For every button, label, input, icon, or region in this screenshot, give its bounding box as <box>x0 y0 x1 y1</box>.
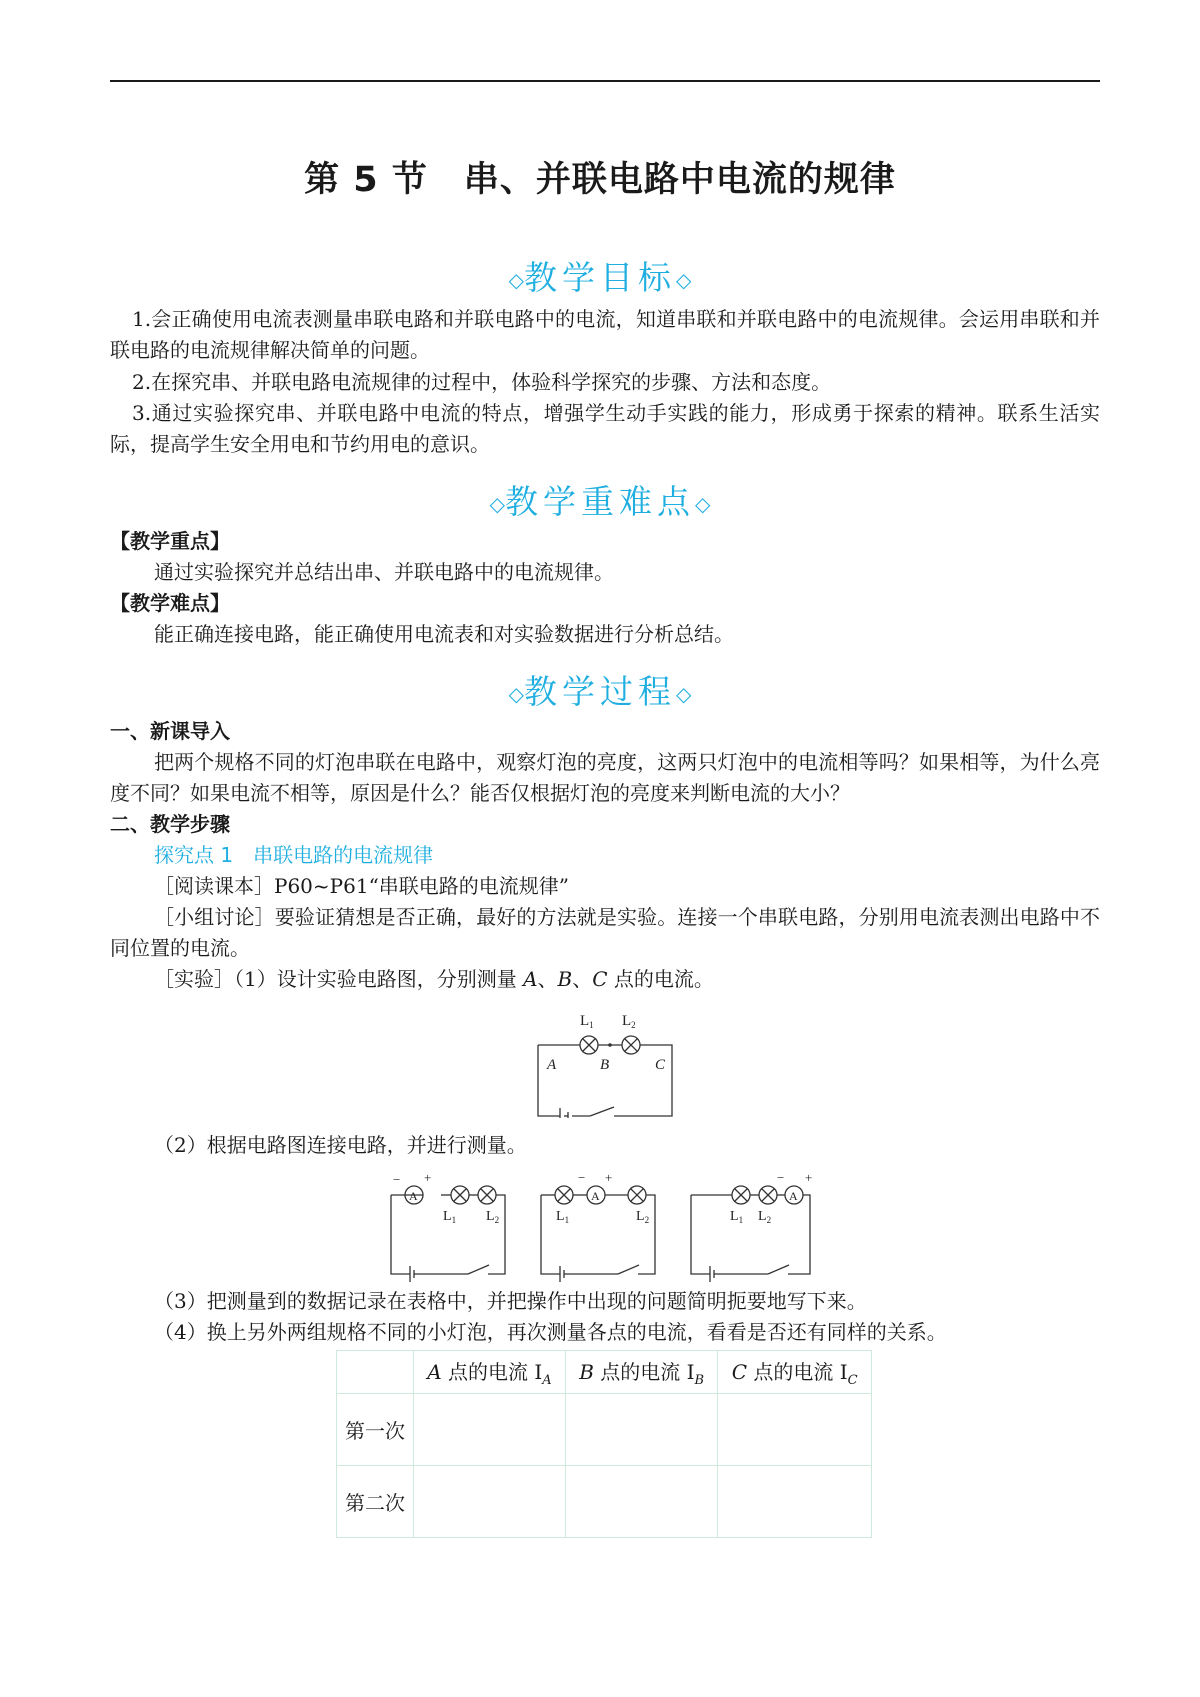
header-point-b: B 点的电流 $I_B$ <box>565 1351 717 1394</box>
keypoint-label: 【教学重点】 <box>110 529 230 553</box>
diamond-icon: ◇ <box>676 682 692 706</box>
table-cell[interactable] <box>565 1394 717 1466</box>
experiment-line <box>154 964 1144 995</box>
exp-step2: （2）根据电路图连接电路，并进行测量。 <box>154 1133 527 1157</box>
l1-label: $L_1$ <box>580 1013 594 1030</box>
svg-text:L2: $L_2$ <box>486 1209 500 1225</box>
circuit-ammeter-at-a <box>388 1170 508 1282</box>
row-label-first: 第一次 <box>337 1394 414 1466</box>
svg-text:L1: $L_1$ <box>730 1209 744 1225</box>
point-a-label: A <box>523 967 538 991</box>
diamond-icon: ◇ <box>489 492 505 516</box>
diamond-icon: ◇ <box>508 268 524 292</box>
reading-line <box>154 871 1144 902</box>
exp-step1-text: （1）设计实验电路图，分别测量 <box>234 967 524 991</box>
header-point-a: A 点的电流 $I_A$ <box>414 1351 566 1394</box>
table-cell[interactable] <box>718 1394 872 1466</box>
svg-text:+: + <box>424 1170 432 1185</box>
section-heading-process <box>0 666 1200 713</box>
svg-text:−: − <box>777 1170 785 1185</box>
reading-text: P60~P61“串联电路的电流规律” <box>274 874 570 898</box>
intro-heading: 一、新课导入 <box>110 719 230 743</box>
table-cell[interactable] <box>718 1466 872 1538</box>
difficulty-label: 【教学难点】 <box>110 591 230 615</box>
table-cell[interactable] <box>414 1466 566 1538</box>
svg-text:−: − <box>578 1170 586 1185</box>
section-heading-objectives <box>0 252 1200 299</box>
table-header-row <box>337 1351 872 1394</box>
steps-heading: 二、教学步骤 <box>110 812 230 836</box>
diamond-icon: ◇ <box>695 492 711 516</box>
table-row <box>337 1466 872 1538</box>
table-cell[interactable] <box>414 1394 566 1466</box>
point-b: B <box>600 1057 610 1073</box>
diamond-icon: ◇ <box>676 268 692 292</box>
discussion-paragraph <box>110 902 1100 964</box>
objective-2: 2.在探究串、并联电路电流规律的过程中，体验科学探究的步骤、方法和态度。 <box>132 370 832 394</box>
experiment-tag: ［实验］ <box>154 967 234 991</box>
section-heading-keypoints <box>0 476 1200 523</box>
section-heading-text: 教学目标 <box>524 258 676 297</box>
svg-text:+: + <box>805 1170 813 1185</box>
exp-step4: （4）换上另外两组规格不同的小灯泡，再次测量各点的电流，看看是否还有同样的关系。 <box>154 1320 947 1344</box>
l2-label: $L_2$ <box>622 1013 636 1030</box>
header-point-c: C 点的电流 $I_C$ <box>718 1351 872 1394</box>
difficulty-text: 能正确连接电路，能正确使用电流表和对实验数据进行分析总结。 <box>154 622 734 646</box>
separator: 、 <box>537 967 558 991</box>
discussion-text: 要验证猜想是否正确，最好的方法就是实验。连接一个串联电路，分别用电流表测出电路中不同位置的电流。 <box>110 905 1101 960</box>
separator: 、 <box>572 967 593 991</box>
svg-text:L2: $L_2$ <box>636 1209 650 1225</box>
svg-text:+: + <box>605 1170 613 1185</box>
point-c: C <box>655 1057 666 1073</box>
svg-text:A: A <box>591 1189 600 1203</box>
svg-text:A: A <box>789 1189 798 1203</box>
circuit-ammeter-at-c <box>688 1170 818 1282</box>
top-rule <box>110 80 1100 82</box>
svg-text:L1: $L_1$ <box>443 1209 457 1225</box>
series-circuit-diagram <box>530 1003 680 1118</box>
table-corner-cell <box>337 1351 414 1394</box>
svg-text:−: − <box>393 1172 401 1187</box>
svg-text:A: A <box>409 1189 418 1203</box>
inquiry-title: 探究点 1 串联电路的电流规律 <box>154 843 434 867</box>
table-cell[interactable] <box>565 1466 717 1538</box>
row-label-second: 第二次 <box>337 1466 414 1538</box>
keypoint-text: 通过实验探究并总结出串、并联电路中的电流规律。 <box>154 560 614 584</box>
objective-1: 1.会正确使用电流表测量串联电路和并联电路中的电流，知道串联和并联电路中的电流规律。会运用串联和并联电路的电流规律解决简单的问题。 <box>110 307 1100 362</box>
point-b-label: B <box>557 967 573 991</box>
objective-3: 3.通过实验探究串、并联电路中电流的特点，增强学生动手实践的能力，形成勇于探索的精神。联系生活实际，提高学生安全用电和节约用电的意识。 <box>110 401 1100 456</box>
page-title: 第 5 节 串、并联电路中电流的规律 <box>304 160 896 200</box>
exp-step3: （3）把测量到的数据记录在表格中，并把操作中出现的问题简明扼要地写下来。 <box>154 1289 867 1313</box>
svg-text:L2: $L_2$ <box>758 1209 772 1225</box>
circuit-ammeter-at-b <box>538 1170 658 1282</box>
section-heading-text: 教学重难点 <box>505 482 695 521</box>
discussion-tag: ［小组讨论］ <box>154 905 275 929</box>
point-c-label: C <box>592 967 608 991</box>
point-a: A <box>547 1057 557 1073</box>
exp-step1-end: 点的电流。 <box>607 967 714 991</box>
measurement-table <box>336 1350 872 1538</box>
section-heading-text: 教学过程 <box>524 672 676 711</box>
reading-tag: ［阅读课本］ <box>154 874 274 898</box>
intro-text: 把两个规格不同的灯泡串联在电路中，观察灯泡的亮度，这两只灯泡中的电流相等吗？如果相等，为什么亮度不同？如果电流不相等，原因是什么？能否仅根据灯泡的亮度来判断电流的大小？ <box>110 750 1100 805</box>
diamond-icon: ◇ <box>508 682 524 706</box>
svg-text:L1: $L_1$ <box>556 1209 570 1225</box>
table-row <box>337 1394 872 1466</box>
